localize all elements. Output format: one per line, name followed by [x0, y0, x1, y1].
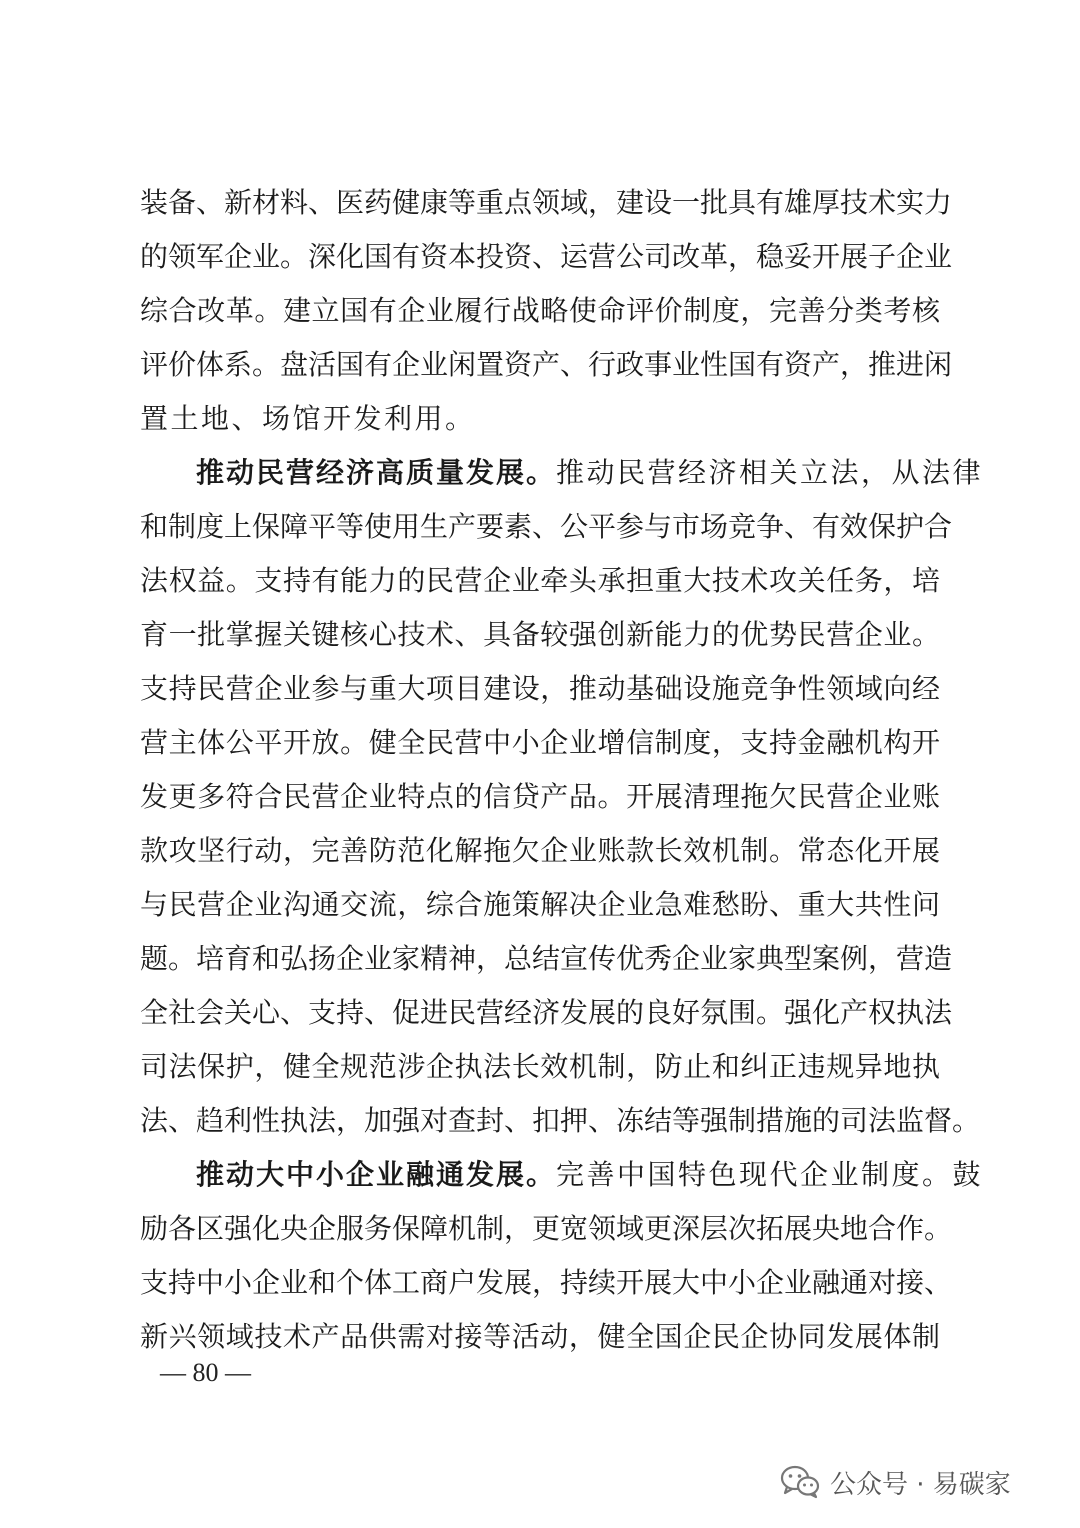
text-line: 和制度上保障平等使用生产要素、公平参与市场竞争、有效保护合 — [140, 510, 953, 543]
text-line — [140, 446, 984, 500]
text-line: 评价体系。盘活国有企业闲置资产、行政事业性国有资产，推进闲 — [140, 348, 953, 381]
text-line: 支持中小企业和个体工商户发展，持续开展大中小企业融通对接、 — [140, 1266, 953, 1299]
page-number: — 80 — — [160, 1358, 251, 1387]
wechat-watermark — [780, 1462, 1011, 1502]
text-line: 置土地、场馆开发利用。 — [140, 402, 476, 435]
body-text — [140, 176, 984, 1364]
text-line: 发更多符合民营企业特点的信贷产品。开展清理拖欠民营企业账 — [140, 780, 940, 813]
section-heading: 推动民营经济高质量发展。 — [196, 456, 557, 489]
section-heading: 推动大中小企业融通发展。 — [196, 1158, 557, 1191]
text-line: 全社会关心、支持、促进民营经济发展的良好氛围。强化产权执法 — [140, 996, 953, 1029]
text-line: 的领军企业。深化国有资本投资、运营公司改革，稳妥开展子企业 — [140, 240, 953, 273]
text-line: 题。培育和弘扬企业家精神，总结宣传优秀企业家典型案例，营造 — [140, 942, 953, 975]
paragraph-soe-reform — [140, 176, 953, 446]
text-line: 支持民营企业参与重大项目建设，推动基础设施竞争性领域向经 — [140, 672, 940, 705]
paragraph-private-economy — [140, 446, 984, 1148]
text-line: 装备、新材料、医药健康等重点领域，建设一批具有雄厚技术实力 — [140, 186, 953, 219]
text-line: 司法保护，健全规范涉企执法长效机制，防止和纠正违规异地执 — [140, 1050, 940, 1083]
text-line: 育一批掌握关键核心技术、具备较强创新能力的优势民营企业。 — [140, 618, 940, 651]
text-line: 法、趋利性执法，加强对查封、扣押、冻结等强制措施的司法监督。 — [140, 1104, 981, 1137]
wechat-icon — [780, 1465, 820, 1499]
text-span: 完善中国特色现代企业制度。鼓 — [556, 1158, 984, 1191]
text-line: 营主体公平开放。健全民营中小企业增信制度，支持金融机构开 — [140, 726, 940, 759]
watermark-text: 公众号 · 易碳家 — [830, 1469, 1011, 1500]
text-line: 综合改革。建立国有企业履行战略使命评价制度，完善分类考核 — [140, 294, 940, 327]
text-line: 款攻坚行动，完善防范化解拖欠企业账款长效机制。常态化开展 — [140, 834, 940, 867]
text-line: 励各区强化央企服务保障机制，更宽领域更深层次拓展央地合作。 — [140, 1212, 953, 1245]
text-line: 与民营企业沟通交流，综合施策解决企业急难愁盼、重大共性问 — [140, 888, 940, 921]
text-line: 法权益。支持有能力的民营企业牵头承担重大技术攻关任务，培 — [140, 564, 940, 597]
text-line: 新兴领域技术产品供需对接等活动，健全国企民企协同发展体制 — [140, 1320, 940, 1353]
paragraph-enterprise-integration — [140, 1148, 984, 1364]
text-span: 推动民营经济相关立法，从法律 — [556, 456, 984, 489]
text-line — [140, 1148, 984, 1202]
